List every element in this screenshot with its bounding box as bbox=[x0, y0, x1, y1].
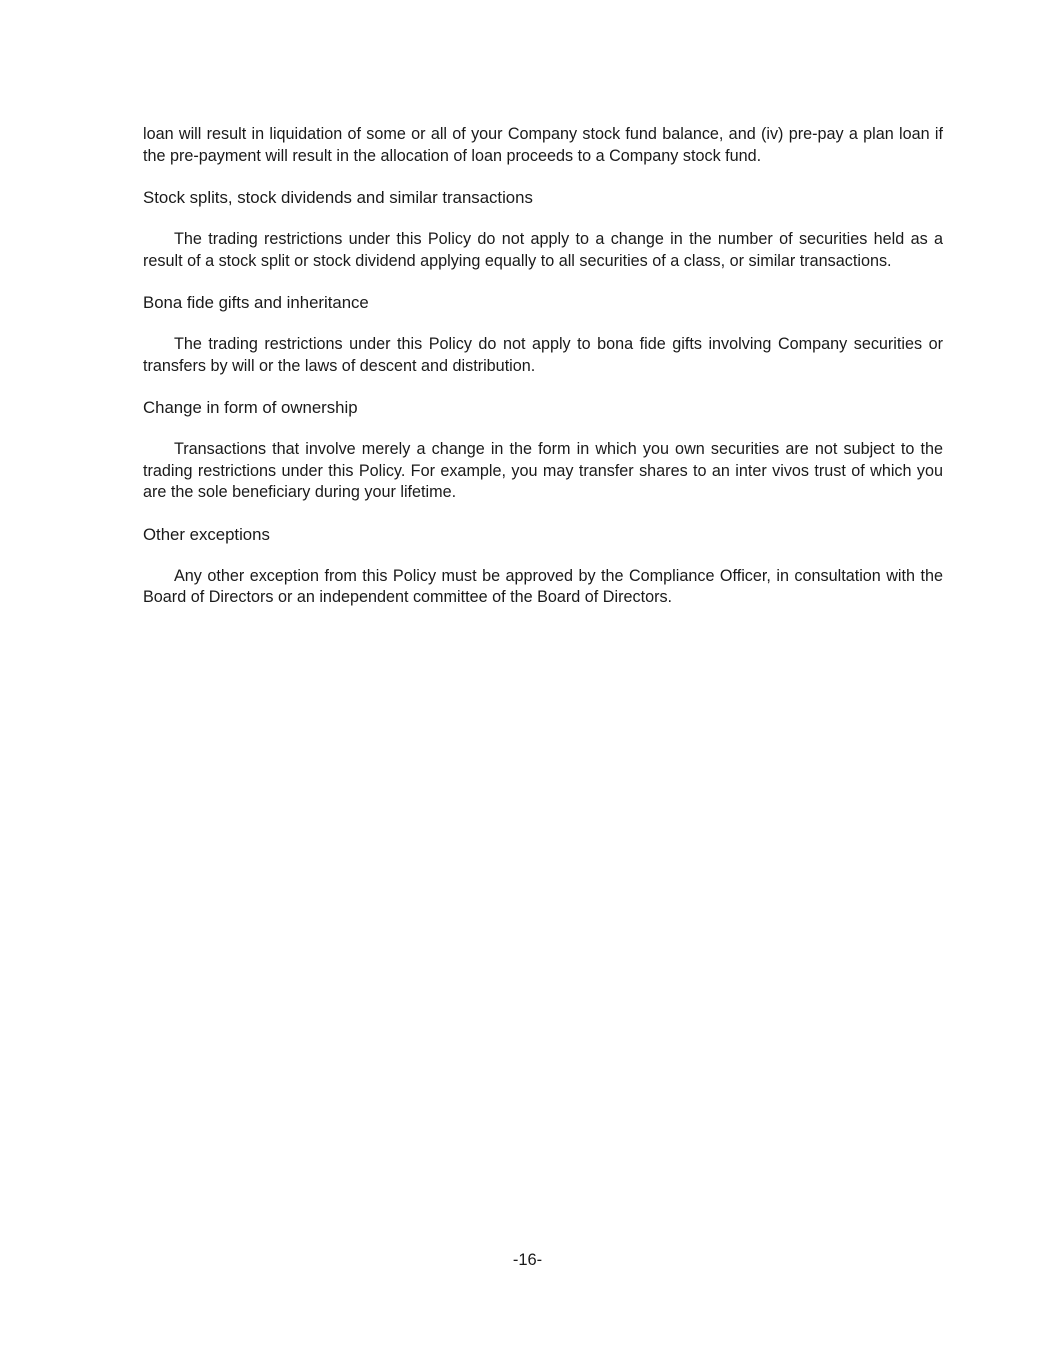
section-heading-ownership: Change in form of ownership bbox=[143, 398, 358, 417]
page-number: -16- bbox=[512, 1251, 543, 1269]
continued-paragraph: loan will result in liquidation of some or all of your Company stock fund balance, and (iv) pre-pay a plan loan if the pre-payment will result in the allocation of loan proceeds to a Company stock fund. bbox=[143, 125, 943, 165]
paragraph-gifts: The trading restrictions under this Policy do not apply to bona fide gifts involving Company securities or transfers by will or the laws of descent and distribution. bbox=[143, 335, 943, 375]
paragraph-other-exceptions: Any other exception from this Policy must be approved by the Compliance Officer, in consultation with the Board of Directors or an independent committee of the Board of Directors. bbox=[143, 566, 943, 606]
section-heading-other-exceptions: Other exceptions bbox=[143, 524, 270, 544]
paragraph-stock-splits: The trading restrictions under this Policy do not apply to a change in the number of securities held as a result of a stock split or stock dividend applying equally to all securities of a class, or similar transactions. bbox=[143, 230, 943, 270]
paragraph-ownership: Transactions that involve merely a change in the form in which you own securities are not subject to the trading restrictions under this Policy. For example, you may transfer shares to an inter vivos trust of which you are the sole beneficiary during your lifetime. bbox=[143, 440, 943, 501]
page-body bbox=[143, 124, 943, 609]
section-heading-gifts: Bona fide gifts and inheritance bbox=[143, 293, 369, 312]
section-heading-stock-splits: Stock splits, stock dividends and similar transactions bbox=[143, 188, 533, 207]
